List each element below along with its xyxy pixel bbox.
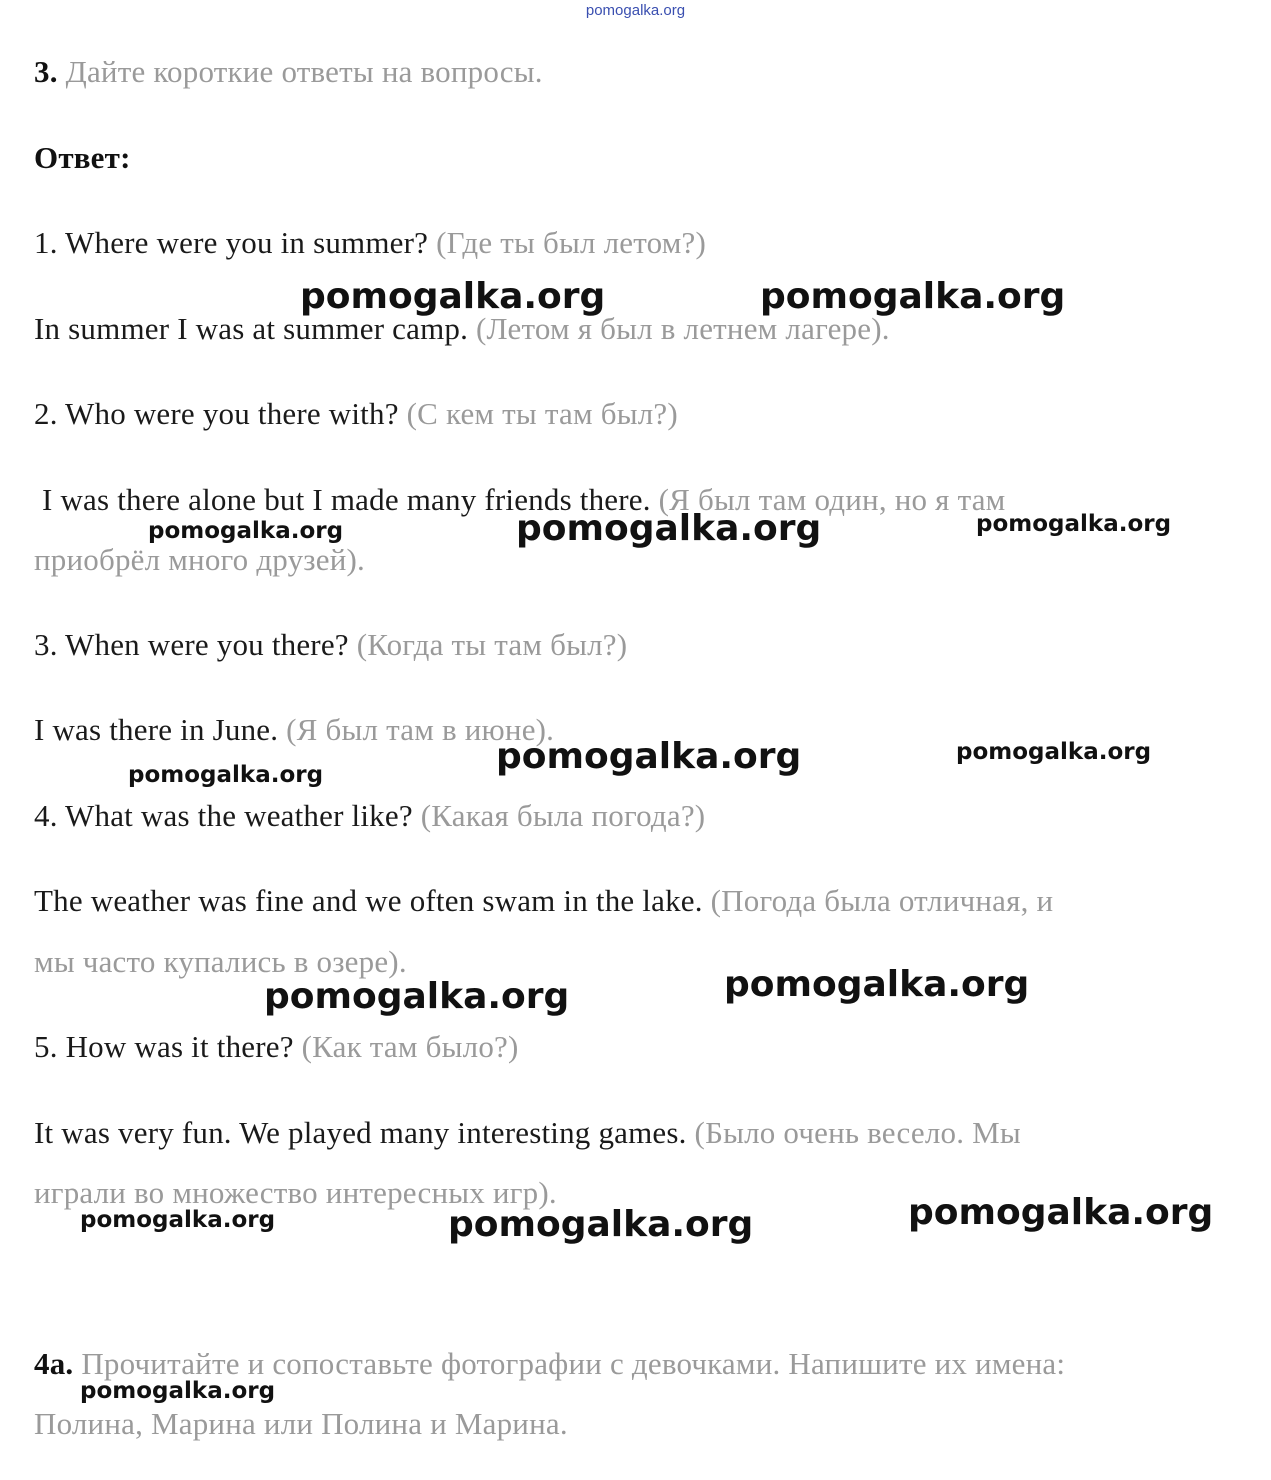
watermark: pomogalka.org [976,511,1172,537]
question-text: 2. Who were you there with? [34,396,399,431]
question-translation: (Как там было?) [301,1029,519,1064]
question-1 [34,225,706,261]
answer-label: Ответ: [34,140,131,175]
answer-text: I was there in June. [34,712,279,747]
watermark: pomogalka.org [80,1378,276,1404]
answer-3 [34,712,554,748]
answer-5-continued: играли во множество интересных игр). [34,1175,557,1210]
watermark: pomogalka.org [908,1192,1214,1233]
watermark: pomogalka.org [760,276,1066,317]
watermark: pomogalka.org [264,976,570,1017]
task3-heading [34,54,543,90]
answer-translation: (Было очень весело. Мы [694,1115,1021,1150]
site-link[interactable]: pomogalka.org [585,2,686,19]
answer-translation: (Я был там в июне). [286,712,555,747]
watermark: pomogalka.org [128,762,324,788]
question-text: 4. What was the weather like? [34,798,413,833]
answer-text: It was very fun. We played many interesting games. [34,1115,687,1150]
question-3 [34,627,627,663]
answer-text: I was there alone but I made many friends there. [42,482,651,517]
question-5 [34,1029,519,1065]
watermark: pomogalka.org [956,739,1152,765]
question-translation: (Где ты был летом?) [436,225,706,260]
task3-instruction: Дайте короткие ответы на вопросы. [65,54,543,89]
watermark: pomogalka.org [80,1207,276,1233]
answer-5 [34,1115,1021,1151]
question-4 [34,798,705,834]
question-2 [34,396,678,432]
task4a-number: 4a. [34,1346,74,1381]
watermark: pomogalka.org [516,508,822,549]
task4a-instruction-continued: Полина, Марина или Полина и Марина. [34,1406,568,1441]
task4a-heading [34,1346,1065,1382]
question-text: 5. How was it there? [34,1029,294,1064]
answer-text: In summer I was at summer camp. [34,311,469,346]
answer-text: The weather was fine and we often swam in the lake. [34,883,703,918]
question-translation: (Когда ты там был?) [356,627,628,662]
task3-number: 3. [34,54,58,89]
watermark: pomogalka.org [448,1204,754,1245]
task4a-instruction: Прочитайте и сопоставьте фотографии с девочками. Напишите их имена: [81,1346,1066,1381]
answer-translation: (Погода была отличная, и [710,883,1054,918]
question-translation: (Какая была погода?) [420,798,706,833]
watermark: pomogalka.org [148,518,344,544]
question-translation: (С кем ты там был?) [406,396,678,431]
question-text: 1. Where were you in summer? [34,225,429,260]
watermark: pomogalka.org [724,964,1030,1005]
answer-4-continued: мы часто купались в озере). [34,944,407,979]
question-text: 3. When were you there? [34,627,349,662]
answer-translation: (Я был там один, но я там [658,482,1006,517]
watermark: pomogalka.org [496,736,802,777]
answer-4 [34,883,1053,919]
watermark: pomogalka.org [300,276,606,317]
answer-2-continued: приобрёл много друзей). [34,542,365,577]
answer-translation: (Летом я был в летнем лагере). [476,311,890,346]
